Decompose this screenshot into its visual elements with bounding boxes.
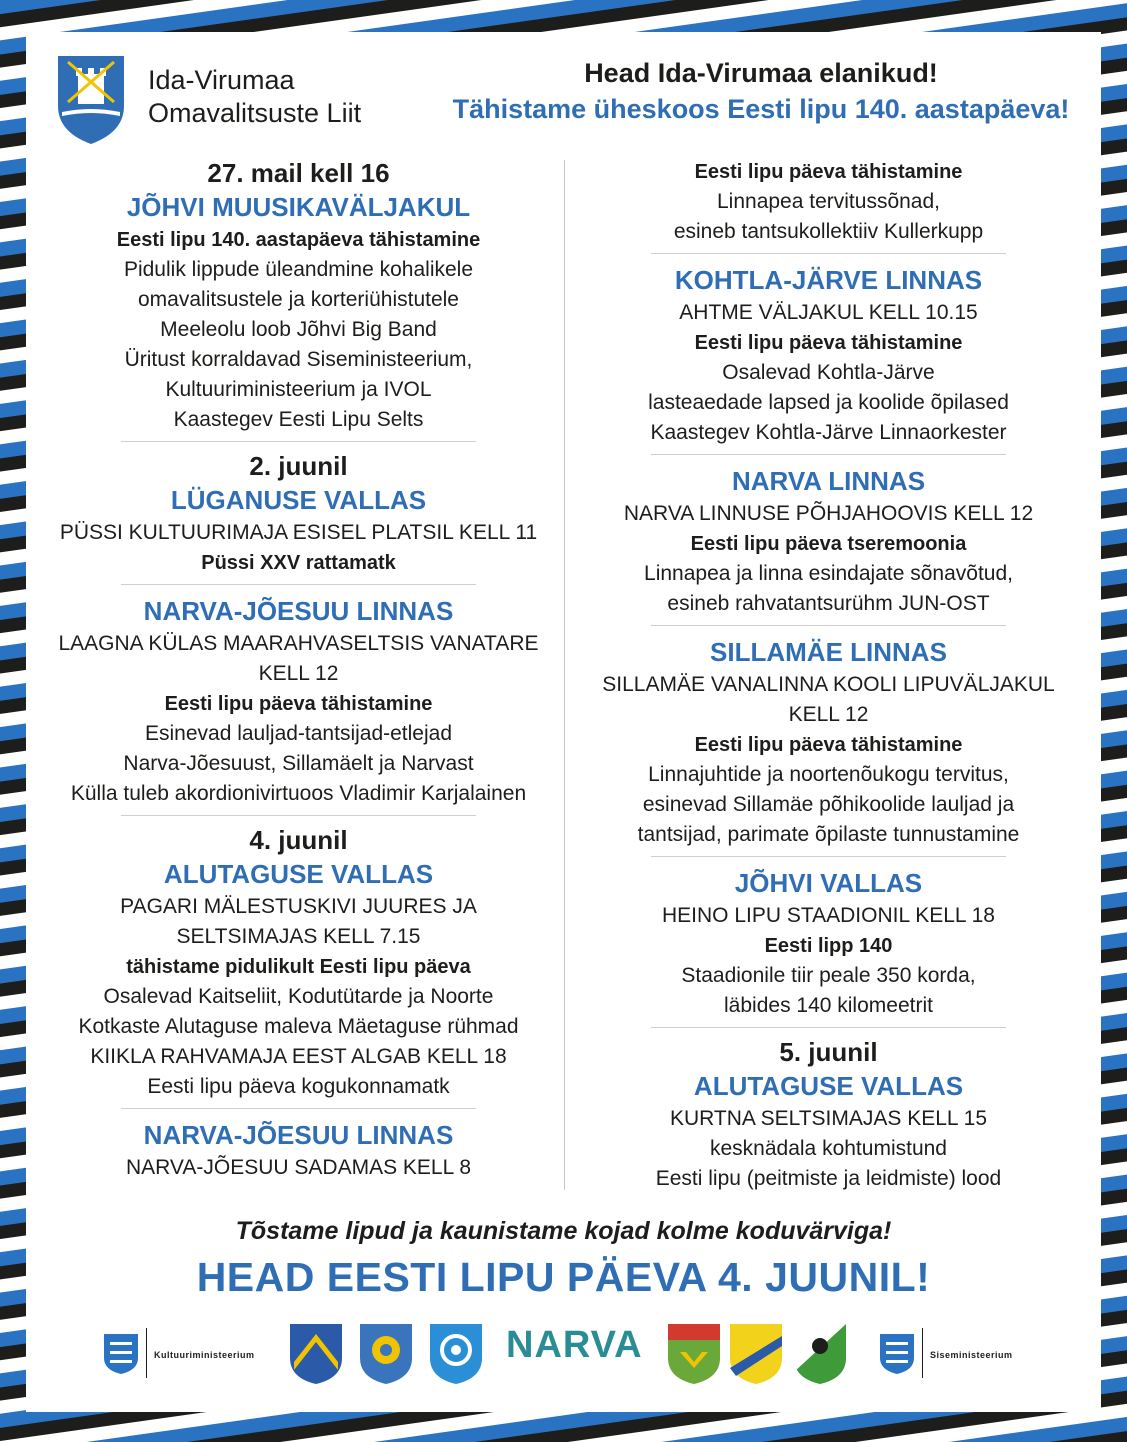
event-section [46, 1117, 551, 1183]
event-detail: Kaastegev Eesti Lipu Selts [173, 408, 424, 431]
event-detail: LAAGNA KÜLAS MAARAHVASELTSIS VANATARE [58, 632, 539, 655]
headline: Tähistame üheskoos Eesti lipu 140. aastapäeva! [452, 94, 1070, 124]
event-detail: Linnajuhtide ja noortenõukogu tervitus, [648, 763, 1009, 786]
event-section [576, 157, 1081, 247]
event-detail: lasteaedade lapsed ja koolide õpilased [648, 391, 1009, 414]
event-detail: esineb tantsukollektiiv Kullerkupp [673, 220, 984, 243]
poster [26, 32, 1101, 1412]
event-section [46, 824, 551, 1102]
event-detail: Esinevad lauljad-tantsijad-etlejad [144, 722, 453, 745]
event-detail: Osalevad Kohtla-Järve [722, 361, 935, 384]
event-detail: Linnapea ja linna esindajate sõnavõtud, [644, 562, 1013, 585]
event-title: Eesti lipu päeva tseremoonia [690, 533, 967, 555]
event-detail: esineb rahvatantsurühm JUN-OST [667, 592, 990, 615]
event-date: 2. juunil [249, 451, 348, 481]
event-title: Eesti lipu päeva tähistamine [694, 161, 963, 183]
event-place: JÕHVI VALLAS [734, 868, 923, 898]
event-detail: kesknädala kohtumistund [710, 1137, 947, 1160]
luganuse-coat-of-arms-icon [358, 1322, 414, 1386]
event-detail: Eesti lipu (peitmiste ja leidmiste) lood [655, 1167, 1002, 1190]
section-divider [651, 625, 1006, 626]
event-detail: PÜSSI KULTUURIMAJA ESISEL PLATSIL KELL 11 [59, 521, 538, 544]
event-detail: KURTNA SELTSIMAJAS KELL 15 [669, 1107, 988, 1130]
event-detail: PAGARI MÄLESTUSKIVI JUURES JA [120, 895, 477, 918]
section-divider [651, 1027, 1006, 1028]
slogan: Tõstame lipud ja kaunistame kojad kolme koduvärviga! [235, 1217, 892, 1245]
event-date: 27. mail kell 16 [207, 158, 390, 188]
event-place: KOHTLA-JÄRVE LINNAS [674, 265, 983, 295]
ministry-of-culture-label: Kultuuriministeerium [154, 1350, 255, 1360]
logo-divider [146, 1328, 147, 1378]
event-section [576, 463, 1081, 619]
event-title: tähistame pidulikult Eesti lipu päeva [126, 956, 471, 978]
event-detail: Pidulik lippude üleandmine kohalikele [123, 258, 474, 281]
event-detail: AHTME VÄLJAKUL KELL 10.15 [679, 301, 978, 324]
event-section [576, 1036, 1081, 1194]
event-date: 4. juunil [249, 825, 348, 855]
event-detail: Staadionile tiir peale 350 korda, [681, 964, 976, 987]
section-divider [651, 856, 1006, 857]
event-detail: läbides 140 kilomeetrit [724, 994, 933, 1017]
event-title: Eesti lipu päeva tähistamine [694, 734, 963, 756]
event-title: Eesti lipu päeva tähistamine [164, 693, 433, 715]
event-detail: Üritust korraldavad Siseministeerium, [124, 348, 473, 371]
event-detail: tantsijad, parimate õpilaste tunnustamine [637, 823, 1020, 846]
event-place: JÕHVI MUUSIKAVÄLJAKUL [126, 192, 471, 222]
greeting: Head Ida-Virumaa elanikud! [584, 58, 938, 88]
alutaguse-coat-of-arms-icon [666, 1322, 722, 1386]
event-detail: SILLAMÄE VANALINNA KOOLI LIPUVÄLJAKUL [602, 673, 1055, 696]
ivol-shield-icon [56, 54, 126, 146]
event-detail: NARVA-JÕESUU SADAMAS KELL 8 [125, 1156, 472, 1179]
events-right-column [576, 157, 1081, 1194]
event-detail: Külla tuleb akordionivirtuoos Vladimir Karjalainen [70, 782, 527, 805]
event-place: NARVA-JÕESUU LINNAS [143, 1120, 454, 1150]
section-divider [121, 1108, 476, 1109]
estonian-coat-of-arms-icon [102, 1332, 140, 1376]
event-place: NARVA LINNAS [731, 466, 926, 496]
ministry-of-interior-label: Siseministeerium [930, 1350, 1013, 1360]
johvi-coat-of-arms-icon [288, 1322, 344, 1386]
flag-day-greeting: HEAD EESTI LIPU PÄEVA 4. JUUNIL! [196, 1254, 931, 1300]
event-place: NARVA-JÕESUU LINNAS [143, 596, 454, 626]
event-section [46, 157, 551, 435]
section-divider [651, 253, 1006, 254]
event-detail: esinevad Sillamäe põhikoolide lauljad ja [642, 793, 1015, 816]
event-detail: omavalitsustele ja korteriühistutele [138, 288, 459, 311]
event-section [46, 450, 551, 578]
event-place: ALUTAGUSE VALLAS [693, 1071, 964, 1101]
event-title: Püssi XXV rattamatk [201, 552, 396, 574]
event-place: LÜGANUSE VALLAS [170, 485, 427, 515]
event-detail: Osalevad Kaitseliit, Kodutütarde ja Noorte [103, 985, 494, 1008]
org-name-line2: Omavalitsuste Liit [148, 98, 362, 128]
event-detail: Meeleolu loob Jõhvi Big Band [160, 318, 437, 341]
section-divider [121, 584, 476, 585]
events-left-column [46, 157, 551, 1183]
event-place: ALUTAGUSE VALLAS [163, 859, 434, 889]
logo-strip [26, 1322, 1101, 1392]
event-place: SILLAMÄE LINNAS [710, 637, 947, 667]
event-detail: SELTSIMAJAS KELL 7.15 [176, 925, 421, 948]
event-detail: KIIKLA RAHVAMAJA EEST ALGAB KELL 18 [90, 1045, 507, 1068]
section-divider [651, 454, 1006, 455]
event-title: Eesti lipu päeva tähistamine [694, 332, 963, 354]
event-section [576, 865, 1081, 1021]
event-detail: Linnapea tervitussõnad, [717, 190, 940, 213]
event-detail: Narva-Jõesuust, Sillamäelt ja Narvast [123, 752, 474, 775]
event-title: Eesti lipu 140. aastapäeva tähistamine [116, 229, 481, 251]
event-title: Eesti lipp 140 [764, 935, 893, 957]
kohtla-jarve-coat-of-arms-icon [428, 1322, 484, 1386]
estonian-coat-of-arms-icon-2 [878, 1332, 916, 1376]
narva-joesuu-coat-of-arms-icon [728, 1322, 784, 1386]
event-section [46, 593, 551, 809]
section-divider [121, 441, 476, 442]
event-detail: Kotkaste Alutaguse maleva Mäetaguse rühmad [78, 1015, 519, 1038]
event-date: 5. juunil [779, 1037, 878, 1067]
column-divider [564, 160, 565, 1190]
event-detail: Eesti lipu päeva kogukonnamatk [147, 1075, 450, 1098]
event-detail: KELL 12 [788, 703, 869, 726]
event-section [576, 634, 1081, 850]
event-section [576, 262, 1081, 448]
org-name [148, 64, 361, 130]
sillamae-coat-of-arms-icon [792, 1322, 848, 1386]
event-detail: Kaastegev Kohtla-Järve Linnaorkester [650, 421, 1007, 444]
event-detail: NARVA LINNUSE PÕHJAHOOVIS KELL 12 [623, 502, 1034, 525]
logo-divider-2 [922, 1328, 923, 1378]
event-detail: KELL 12 [258, 662, 339, 685]
event-detail: Kultuuriministeerium ja IVOL [165, 378, 432, 401]
section-divider [121, 815, 476, 816]
event-detail: HEINO LIPU STAADIONIL KELL 18 [661, 904, 995, 927]
narva-logo: NARVA [506, 1324, 643, 1366]
org-name-line1: Ida-Virumaa [148, 65, 295, 95]
